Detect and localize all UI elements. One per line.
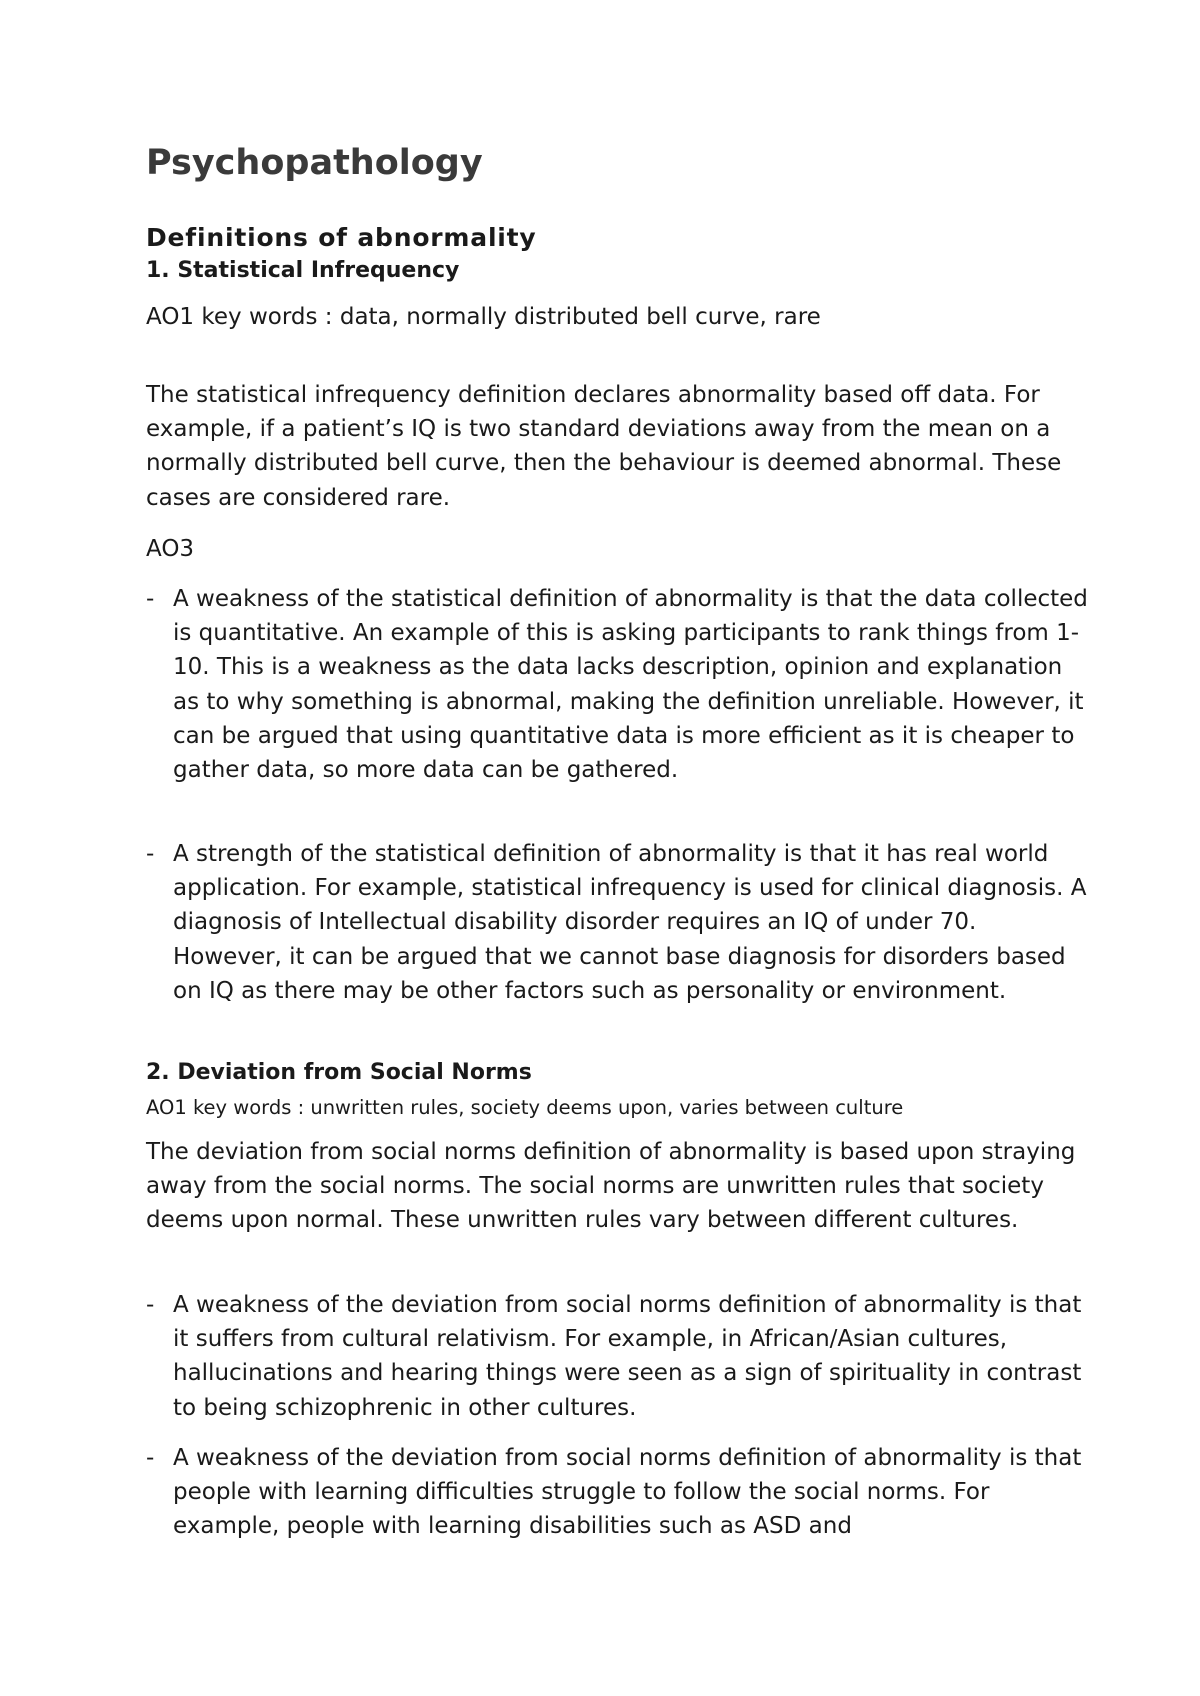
list-item-text: A weakness of the deviation from social norms definition of abnormality is that it suffers from cultural relativism. For example, in African/Asian cultures, hallucinations and hearing things were seen as a sign of spirituality in contrast to being schizophrenic in other cultures. [173,1292,1082,1421]
bullet-marker: - [146,1445,155,1471]
bullet-marker: - [146,1292,155,1318]
keywords-line: AO1 key words : unwritten rules, society deems upon, varies between culture [146,1096,904,1119]
list-item-text: A weakness of the deviation from social norms definition of abnormality is that people with learning difficulties struggle to follow the social norms. For example, people with learning disabilities such as ASD and [173,1445,1082,1540]
list-item-text: A weakness of the statistical definition of abnormality is that the data collected is quantitative. An example of this is asking participants to rank things from 1-10. This is a weakness as the data lacks description, opinion and explanation as to why something is abnormal, making the definition unreliable. However, it can be argued that using quantitative data is more efficient as it is cheaper to gather data, so more data can be gathered. [173,586,1088,784]
keywords-line: AO1 key words : data, normally distributed bell curve, rare [146,304,821,330]
bullet-marker: - [146,841,155,867]
list-item [146,837,1106,1008]
ao3-label: AO3 [146,536,195,562]
list-item [146,1441,1106,1544]
description-paragraph: The deviation from social norms definition of abnormality is based upon straying away from the social norms. The social norms are unwritten rules that society deems upon normal. These unwritten rules vary between different cultures. [146,1139,1076,1234]
subsection-heading-statistical-infrequency: 1. Statistical Infrequency [146,258,460,283]
subsection-heading-deviation-from-social-norms: 2. Deviation from Social Norms [146,1060,532,1085]
description-paragraph: The statistical infrequency definition declares abnormality based off data. For example, if a patient’s IQ is two standard deviations away from the mean on a normally distributed bell curve, then the behaviour is deemed abnormal. These cases are considered rare. [146,382,1062,511]
list-item-text: A strength of the statistical definition of abnormality is that it has real world application. For example, statistical infrequency is used for clinical diagnosis. A diagnosis of Intellectual disability disorder requires an IQ of under 70. However, it can be argued that we cannot base diagnosis for disorders based on IQ as there may be other factors such as personality or environment. [173,841,1087,1004]
section-heading: Definitions of abnormality [146,223,537,252]
page-title: Psychopathology [146,143,483,183]
list-item [146,1288,1106,1425]
list-item [146,582,1106,787]
bullet-marker: - [146,586,155,612]
